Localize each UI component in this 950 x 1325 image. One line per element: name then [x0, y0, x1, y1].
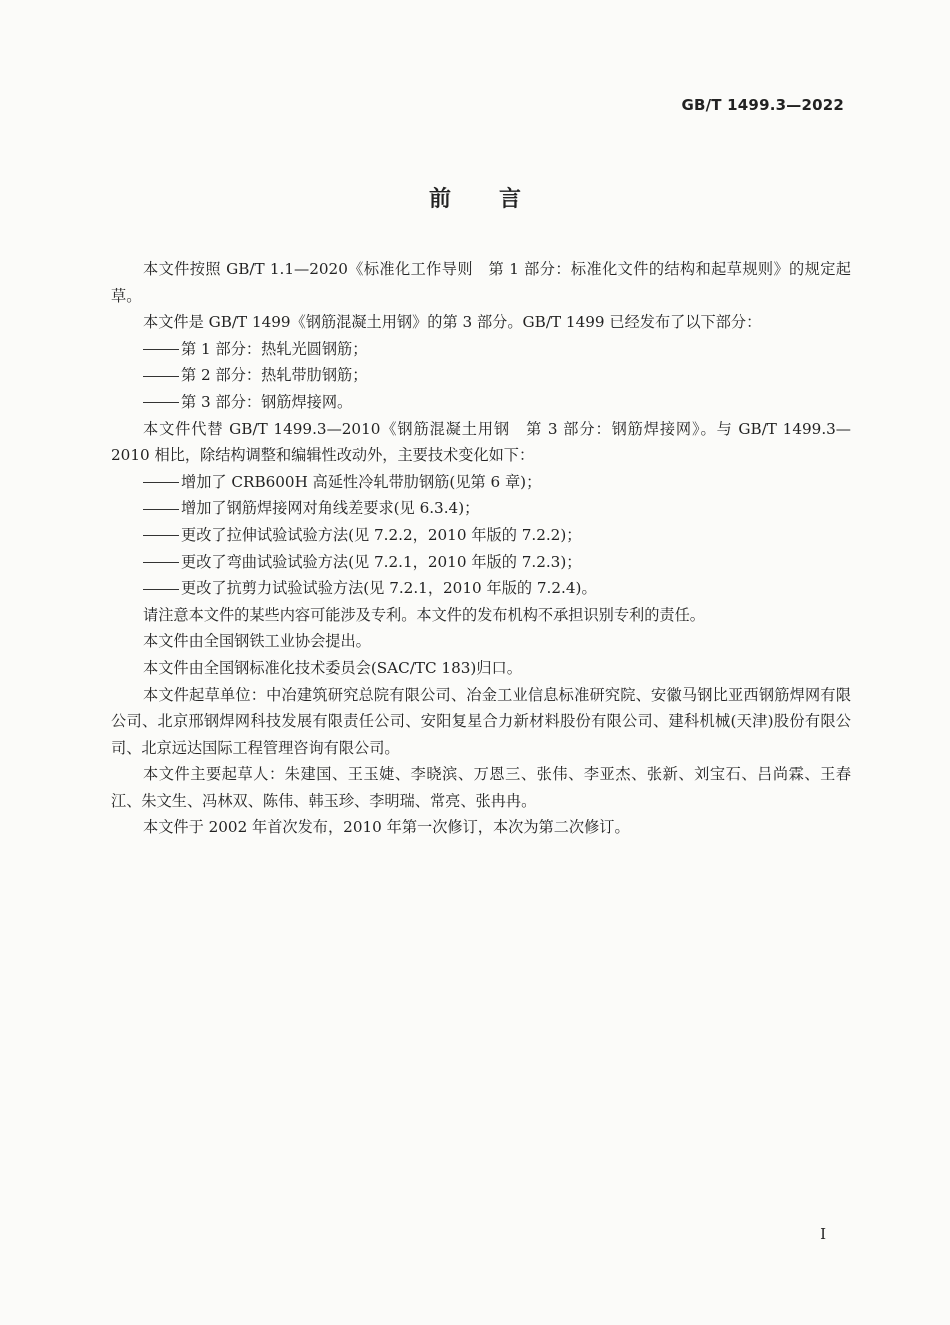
dash-mark: [143, 509, 179, 510]
parts-list: [111, 336, 851, 416]
changes-list: [111, 469, 851, 602]
paragraph-proposer: 本文件由全国钢铁工业协会提出。: [143, 632, 371, 651]
dash-mark: [143, 402, 179, 403]
list-item: [111, 495, 851, 522]
paragraph-parts-intro: 本文件是 GB/T 1499《钢筋混凝土用钢》的第 3 部分。GB/T 1499 已经发布了以下部分：: [143, 313, 762, 332]
list-item-text: 更改了拉伸试验试验方法(见 7.2.2，2010 年版的 7.2.2)；: [181, 525, 582, 544]
dash-mark: [143, 349, 179, 350]
standard-code: GB/T 1499.3—2022: [681, 96, 844, 114]
list-item-text: 第 2 部分：热轧带肋钢筋；: [181, 366, 368, 385]
paragraph-replacement: 本文件代替 GB/T 1499.3—2010《钢筋混凝土用钢 第 3 部分：钢筋焊接网》。与 GB/T 1499.3—2010 相比，除结构调整和编辑性改动外，主要技术变化如下：: [111, 419, 851, 465]
list-item: [111, 389, 851, 416]
page-number: I: [820, 1225, 826, 1243]
dash-mark: [143, 482, 179, 483]
paragraph-committee: 本文件由全国钢标准化技术委员会(SAC/TC 183)归口。: [143, 658, 522, 677]
dash-mark: [143, 376, 179, 377]
page-title: 前言: [428, 187, 569, 212]
list-item: [111, 522, 851, 549]
dash-mark: [143, 562, 179, 563]
list-item-text: 增加了钢筋焊接网对角线差要求(见 6.3.4)；: [181, 499, 480, 518]
paragraph-history: 本文件于 2002 年首次发布，2010 年第一次修订，本次为第二次修订。: [143, 818, 630, 837]
list-item: [111, 469, 851, 496]
list-item: [111, 549, 851, 576]
list-item-text: 更改了抗剪力试验试验方法(见 7.2.1，2010 年版的 7.2.4)。: [181, 579, 597, 598]
paragraph-patent-notice: 请注意本文件的某些内容可能涉及专利。本文件的发布机构不承担识别专利的责任。: [143, 605, 705, 624]
paragraph-drafting-rules: 本文件按照 GB/T 1.1—2020《标准化工作导则 第 1 部分：标准化文件的结构和起草规则》的规定起草。: [111, 260, 851, 305]
list-item: [111, 575, 851, 602]
list-item-text: 增加了 CRB600H 高延性冷轧带肋钢筋(见第 6 章)；: [181, 472, 542, 491]
list-item-text: 第 3 部分：钢筋焊接网。: [181, 392, 353, 411]
list-item-text: 更改了弯曲试验试验方法(见 7.2.1，2010 年版的 7.2.3)；: [181, 552, 582, 571]
dash-mark: [143, 589, 179, 590]
paragraph-drafters: 本文件主要起草人：朱建国、王玉婕、李晓滨、万恩三、张伟、李亚杰、张新、刘宝石、吕尚霖、王春江、朱文生、冯林双、陈伟、韩玉珍、李明瑞、常亮、张冉冉。: [111, 765, 851, 810]
list-item-text: 第 1 部分：热轧光圆钢筋；: [181, 339, 368, 358]
dash-mark: [143, 535, 179, 536]
paragraph-drafting-units: 本文件起草单位：中冶建筑研究总院有限公司、冶金工业信息标准研究院、安徽马钢比亚西钢筋焊网有限公司、北京邢钢焊网科技发展有限责任公司、安阳复星合力新材料股份有限公司、建科机械(天津)股份有限公司、北京远达国际工程管理咨询有限公司。: [111, 685, 851, 757]
list-item: [111, 362, 851, 389]
list-item: [111, 336, 851, 363]
foreword-body: [111, 256, 851, 841]
